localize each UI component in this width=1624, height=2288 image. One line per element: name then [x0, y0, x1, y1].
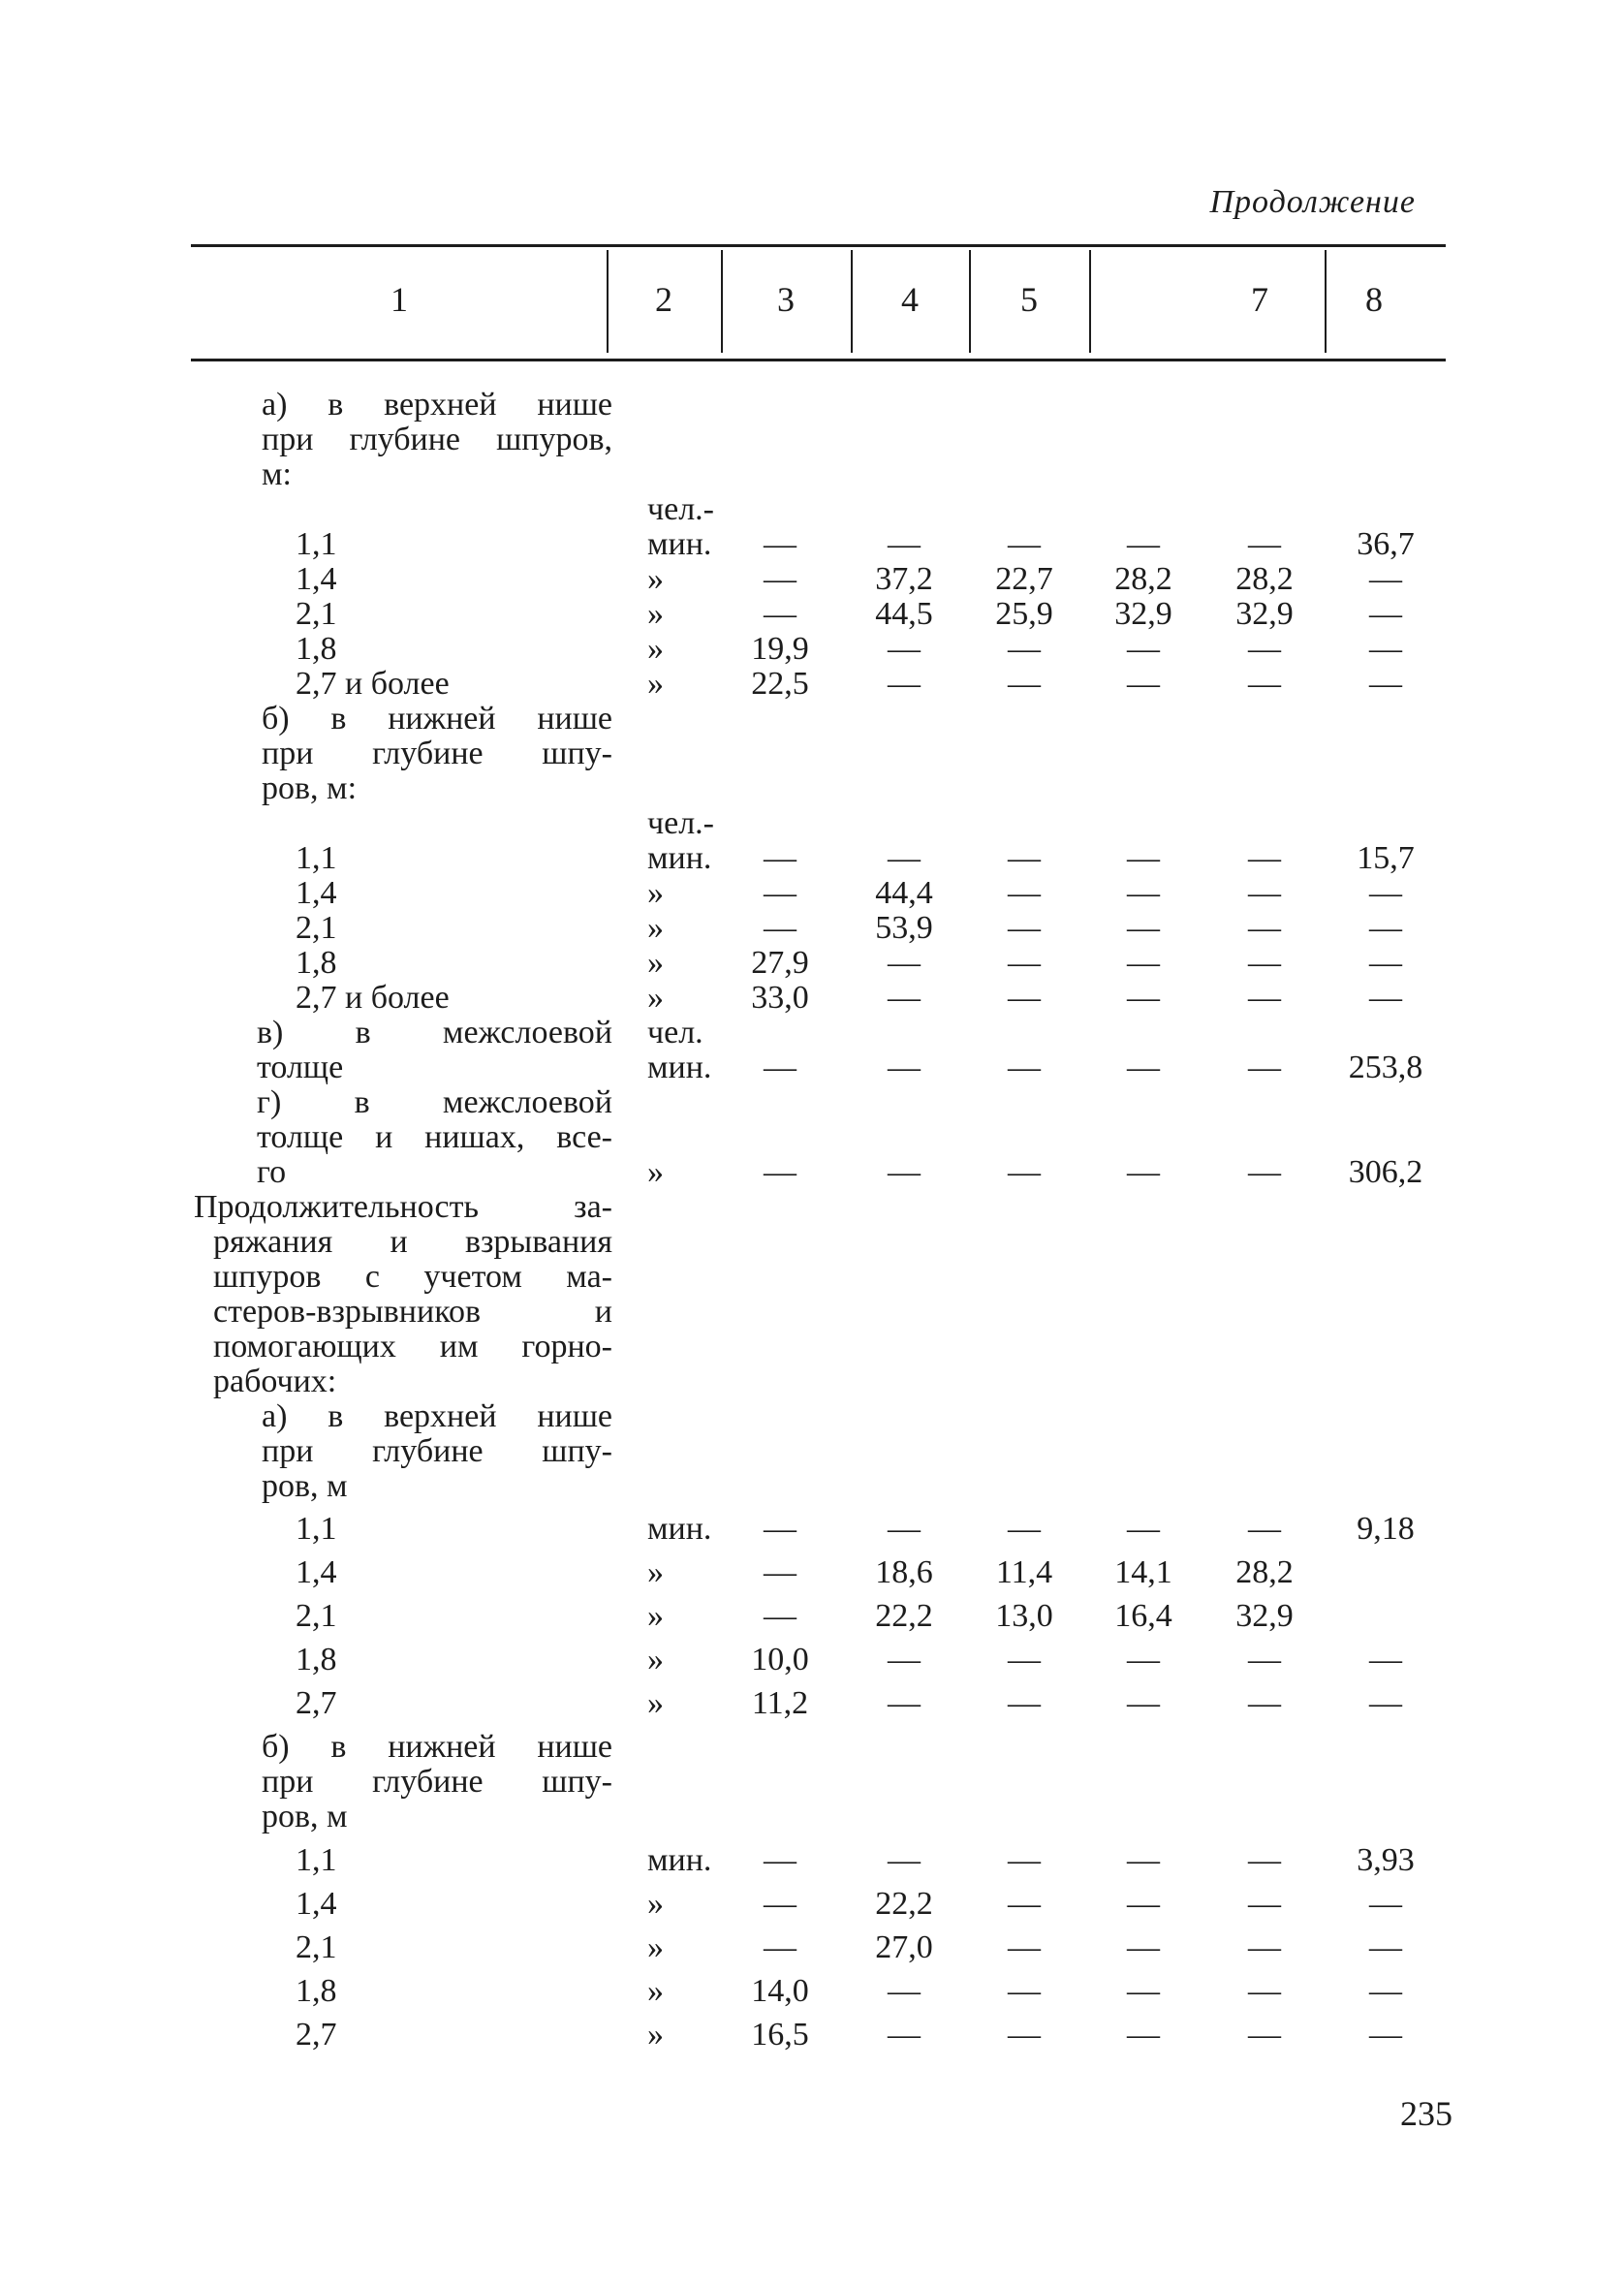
table-row	[0, 1050, 1624, 1085]
value-cell-c8: —	[1369, 1886, 1402, 1922]
row-label: 1,4	[296, 875, 337, 911]
value-cell-c7: 28,2	[1235, 1554, 1294, 1590]
value-cell-c5: —	[1008, 910, 1041, 946]
value-cell-c6: —	[1127, 1050, 1160, 1085]
table-top-rule	[191, 244, 1446, 247]
row-label: м:	[262, 456, 292, 492]
value-cell-c3: —	[764, 1154, 796, 1190]
value-cell-c3: —	[764, 910, 796, 946]
value-cell-c7: —	[1248, 1973, 1281, 2009]
continuation-label: Продолжение	[1209, 184, 1416, 220]
row-label: ров, м	[262, 1468, 348, 1504]
value-cell-c6: —	[1127, 666, 1160, 702]
value-cell-c6: —	[1127, 1929, 1160, 1965]
value-cell-c7: —	[1248, 1050, 1281, 1085]
value-cell-c3: —	[764, 1842, 796, 1878]
value-cell-c4: —	[888, 945, 921, 981]
value-cell-c5: —	[1008, 980, 1041, 1016]
row-label: 1,4	[296, 561, 337, 597]
unit-cell: чел.-	[647, 491, 714, 527]
value-cell-c6: —	[1127, 980, 1160, 1016]
value-cell-c7: —	[1248, 910, 1281, 946]
value-cell-c8: —	[1369, 561, 1402, 597]
value-cell-c5: —	[1008, 2017, 1041, 2053]
unit-cell: мин.	[647, 1511, 712, 1547]
table-row	[0, 1469, 1624, 1504]
value-cell-c3: —	[764, 1050, 796, 1085]
row-label: при глубине шпу-	[262, 736, 612, 771]
value-cell-c5: —	[1008, 1929, 1041, 1965]
value-cell-c5: —	[1008, 1642, 1041, 1677]
table-row	[0, 1974, 1624, 2009]
value-cell-c4: —	[888, 840, 921, 876]
header-divider	[1089, 250, 1091, 353]
table-row	[0, 1730, 1624, 1765]
table-row	[0, 841, 1624, 876]
value-cell-c6: —	[1127, 1842, 1160, 1878]
value-cell-c7: —	[1248, 875, 1281, 911]
table-row	[0, 597, 1624, 632]
table-row	[0, 1120, 1624, 1155]
unit-cell: »	[647, 1598, 664, 1634]
row-label: 1,8	[296, 631, 337, 667]
table-row	[0, 388, 1624, 423]
table-row	[0, 1512, 1624, 1547]
value-cell-c8: —	[1369, 1973, 1402, 2009]
value-cell-c3: —	[764, 526, 796, 562]
row-label: 1,1	[296, 526, 337, 562]
value-cell-c5: —	[1008, 1154, 1041, 1190]
unit-cell: »	[647, 561, 664, 597]
table-row	[0, 562, 1624, 597]
value-cell-c6: —	[1127, 875, 1160, 911]
table-row	[0, 1555, 1624, 1590]
table-row	[0, 1364, 1624, 1399]
table-row	[0, 457, 1624, 492]
value-cell-c7: 32,9	[1235, 1598, 1294, 1634]
value-cell-c8: —	[1369, 875, 1402, 911]
table-row	[0, 1434, 1624, 1469]
value-cell-c4: —	[888, 1973, 921, 2009]
value-cell-c5: —	[1008, 1842, 1041, 1878]
row-label: 1,4	[296, 1554, 337, 1590]
value-cell-c7: —	[1248, 840, 1281, 876]
value-cell-c6: 16,4	[1114, 1598, 1172, 1634]
header-col-3: 3	[777, 280, 795, 319]
table-row	[0, 806, 1624, 841]
unit-cell: »	[647, 1886, 664, 1922]
value-cell-c4: —	[888, 1050, 921, 1085]
table-row	[0, 1330, 1624, 1364]
unit-cell: мин.	[647, 840, 712, 876]
value-cell-c5: —	[1008, 666, 1041, 702]
unit-cell: »	[647, 980, 664, 1016]
row-label: 1,4	[296, 1886, 337, 1922]
value-cell-c3: 33,0	[751, 980, 809, 1016]
value-cell-c5: 22,7	[995, 561, 1053, 597]
value-cell-c4: —	[888, 1154, 921, 1190]
row-label: 2,1	[296, 1598, 337, 1634]
row-label: 2,7	[296, 1685, 337, 1721]
value-cell-c8: 253,8	[1348, 1050, 1423, 1085]
value-cell-c3: —	[764, 1511, 796, 1547]
value-cell-c4: —	[888, 526, 921, 562]
header-divider	[721, 250, 723, 353]
value-cell-c7: —	[1248, 1511, 1281, 1547]
value-cell-c3: 27,9	[751, 945, 809, 981]
unit-cell: »	[647, 910, 664, 946]
table-row	[0, 1155, 1624, 1190]
value-cell-c4: 44,5	[875, 596, 933, 632]
value-cell-c8: —	[1369, 945, 1402, 981]
unit-cell: »	[647, 631, 664, 667]
value-cell-c8: 9,18	[1357, 1511, 1415, 1547]
row-label: ряжания и взрывания	[213, 1224, 612, 1260]
value-cell-c3: 10,0	[751, 1642, 809, 1677]
value-cell-c7: —	[1248, 980, 1281, 1016]
row-label: помогающих им горно-	[213, 1329, 612, 1364]
value-cell-c8: 306,2	[1348, 1154, 1423, 1190]
value-cell-c7: 28,2	[1235, 561, 1294, 597]
value-cell-c7: —	[1248, 1842, 1281, 1878]
value-cell-c5: —	[1008, 875, 1041, 911]
row-label: 1,8	[296, 1973, 337, 2009]
row-label: 2,1	[296, 1929, 337, 1965]
table-row	[0, 876, 1624, 911]
table-row	[0, 1295, 1624, 1330]
value-cell-c7: —	[1248, 1154, 1281, 1190]
table-row	[0, 1930, 1624, 1965]
value-cell-c5: —	[1008, 1511, 1041, 1547]
table-row	[0, 1085, 1624, 1120]
table-row	[0, 1800, 1624, 1834]
value-cell-c7: —	[1248, 2017, 1281, 2053]
value-cell-c8: —	[1369, 910, 1402, 946]
table-row	[0, 771, 1624, 806]
value-cell-c7: —	[1248, 1685, 1281, 1721]
header-col-8: 8	[1365, 280, 1383, 319]
value-cell-c8: —	[1369, 1929, 1402, 1965]
row-label: 2,7 и более	[296, 666, 450, 702]
value-cell-c5: —	[1008, 526, 1041, 562]
value-cell-c4: —	[888, 666, 921, 702]
table-row	[0, 946, 1624, 981]
table-row	[0, 1887, 1624, 1922]
value-cell-c3: —	[764, 1554, 796, 1590]
row-label: ров, м	[262, 1799, 348, 1834]
value-cell-c3: —	[764, 1598, 796, 1634]
row-label: 2,1	[296, 910, 337, 946]
value-cell-c5: 25,9	[995, 596, 1053, 632]
header-divider	[969, 250, 971, 353]
value-cell-c3: 16,5	[751, 2017, 809, 2053]
value-cell-c6: —	[1127, 1685, 1160, 1721]
value-cell-c6: —	[1127, 631, 1160, 667]
row-label: шпуров с учетом ма-	[213, 1259, 612, 1295]
row-label: стеров-взрывников и	[213, 1294, 612, 1330]
row-label: 2,7 и более	[296, 980, 450, 1016]
value-cell-c6: —	[1127, 526, 1160, 562]
table-row	[0, 1190, 1624, 1225]
value-cell-c6: —	[1127, 1154, 1160, 1190]
row-label: б) в нижней нише	[262, 1729, 612, 1765]
header-col-2: 2	[655, 280, 672, 319]
unit-cell: »	[647, 1929, 664, 1965]
table-row	[0, 981, 1624, 1016]
value-cell-c3: —	[764, 875, 796, 911]
unit-cell: »	[647, 945, 664, 981]
row-label: рабочих:	[213, 1363, 337, 1399]
row-label: толще	[257, 1050, 344, 1085]
value-cell-c6: —	[1127, 1973, 1160, 2009]
value-cell-c7: —	[1248, 1886, 1281, 1922]
unit-cell: »	[647, 1554, 664, 1590]
unit-cell: чел.	[647, 1015, 703, 1050]
value-cell-c3: —	[764, 1886, 796, 1922]
value-cell-c5: —	[1008, 1886, 1041, 1922]
value-cell-c4: —	[888, 1842, 921, 1878]
value-cell-c6: —	[1127, 1642, 1160, 1677]
value-cell-c3: 19,9	[751, 631, 809, 667]
table-row	[0, 1016, 1624, 1050]
table-row	[0, 632, 1624, 667]
header-col-1: 1	[390, 280, 408, 319]
unit-cell: »	[647, 1973, 664, 2009]
value-cell-c4: 22,2	[875, 1886, 933, 1922]
table-row	[0, 1260, 1624, 1295]
unit-cell: мин.	[647, 526, 712, 562]
row-label: в) в межслоевой	[257, 1015, 612, 1050]
row-label: при глубине шпу-	[262, 1433, 612, 1469]
row-label: 2,1	[296, 596, 337, 632]
header-col-5: 5	[1020, 280, 1038, 319]
value-cell-c8: —	[1369, 2017, 1402, 2053]
value-cell-c4: 53,9	[875, 910, 933, 946]
row-label: 1,1	[296, 1842, 337, 1878]
value-cell-c3: —	[764, 840, 796, 876]
value-cell-c5: —	[1008, 840, 1041, 876]
value-cell-c5: —	[1008, 945, 1041, 981]
table-row	[0, 737, 1624, 771]
value-cell-c8: —	[1369, 631, 1402, 667]
unit-cell: »	[647, 1685, 664, 1721]
value-cell-c8: —	[1369, 980, 1402, 1016]
table-row	[0, 911, 1624, 946]
value-cell-c7: —	[1248, 1642, 1281, 1677]
unit-cell: »	[647, 1154, 664, 1190]
header-divider	[1325, 250, 1327, 353]
value-cell-c4: —	[888, 631, 921, 667]
row-label: 1,1	[296, 840, 337, 876]
value-cell-c6: —	[1127, 1886, 1160, 1922]
value-cell-c4: 27,0	[875, 1929, 933, 1965]
value-cell-c7: —	[1248, 526, 1281, 562]
header-divider	[607, 250, 609, 353]
table-row	[0, 1843, 1624, 1878]
value-cell-c8: —	[1369, 666, 1402, 702]
table-row	[0, 1599, 1624, 1634]
table-row	[0, 1765, 1624, 1800]
value-cell-c7: —	[1248, 666, 1281, 702]
value-cell-c4: 22,2	[875, 1598, 933, 1634]
value-cell-c4: 37,2	[875, 561, 933, 597]
value-cell-c3: 22,5	[751, 666, 809, 702]
value-cell-c8: —	[1369, 1642, 1402, 1677]
row-label: а) в верхней нише	[262, 1398, 612, 1434]
value-cell-c4: —	[888, 980, 921, 1016]
header-col-4: 4	[901, 280, 919, 319]
value-cell-c3: 11,2	[751, 1685, 809, 1721]
value-cell-c5: —	[1008, 1685, 1041, 1721]
value-cell-c5: —	[1008, 1050, 1041, 1085]
table-row	[0, 492, 1624, 527]
value-cell-c4: —	[888, 1685, 921, 1721]
value-cell-c6: 14,1	[1114, 1554, 1172, 1590]
value-cell-c8: 15,7	[1357, 840, 1415, 876]
value-cell-c8: 3,93	[1357, 1842, 1415, 1878]
table-row	[0, 2018, 1624, 2053]
value-cell-c6: 28,2	[1114, 561, 1172, 597]
value-cell-c7: —	[1248, 945, 1281, 981]
table-header-rule	[191, 359, 1446, 361]
row-label: 1,8	[296, 1642, 337, 1677]
unit-cell: »	[647, 875, 664, 911]
row-label: при глубине шпу-	[262, 1764, 612, 1800]
value-cell-c3: —	[764, 1929, 796, 1965]
unit-cell: »	[647, 1642, 664, 1677]
header-divider	[851, 250, 853, 353]
value-cell-c6: 32,9	[1114, 596, 1172, 632]
row-label: толще и нишах, все-	[257, 1119, 612, 1155]
value-cell-c6: —	[1127, 945, 1160, 981]
row-label: го	[257, 1154, 287, 1190]
row-label: 2,7	[296, 2017, 337, 2053]
table-row	[0, 423, 1624, 457]
table-row	[0, 527, 1624, 562]
value-cell-c6: —	[1127, 2017, 1160, 2053]
value-cell-c4: —	[888, 2017, 921, 2053]
value-cell-c6: —	[1127, 840, 1160, 876]
table-row	[0, 1686, 1624, 1721]
value-cell-c7: —	[1248, 631, 1281, 667]
row-label: ров, м:	[262, 770, 358, 806]
table-row	[0, 1225, 1624, 1260]
unit-cell: мин.	[647, 1842, 712, 1878]
table-row	[0, 702, 1624, 737]
value-cell-c8: —	[1369, 596, 1402, 632]
row-label: а) в верхней нише	[262, 387, 612, 423]
value-cell-c5: —	[1008, 631, 1041, 667]
value-cell-c4: 18,6	[875, 1554, 933, 1590]
value-cell-c5: 11,4	[995, 1554, 1053, 1590]
table-row	[0, 1399, 1624, 1434]
value-cell-c5: 13,0	[995, 1598, 1053, 1634]
value-cell-c7: 32,9	[1235, 596, 1294, 632]
unit-cell: мин.	[647, 1050, 712, 1085]
unit-cell: »	[647, 2017, 664, 2053]
value-cell-c7: —	[1248, 1929, 1281, 1965]
value-cell-c5: —	[1008, 1973, 1041, 2009]
row-label: 1,1	[296, 1511, 337, 1547]
value-cell-c4: —	[888, 1642, 921, 1677]
row-label: 1,8	[296, 945, 337, 981]
page-number: 235	[1400, 2094, 1452, 2133]
value-cell-c4: 44,4	[875, 875, 933, 911]
value-cell-c8: —	[1369, 1685, 1402, 1721]
header-col-7: 7	[1251, 280, 1268, 319]
unit-cell: »	[647, 596, 664, 632]
value-cell-c3: —	[764, 561, 796, 597]
value-cell-c8: 36,7	[1357, 526, 1415, 562]
value-cell-c6: —	[1127, 1511, 1160, 1547]
table-row	[0, 667, 1624, 702]
row-label: г) в межслоевой	[257, 1084, 612, 1120]
value-cell-c4: —	[888, 1511, 921, 1547]
value-cell-c3: 14,0	[751, 1973, 809, 2009]
unit-cell: чел.-	[647, 805, 714, 841]
row-label: при глубине шпуров,	[262, 422, 612, 457]
unit-cell: »	[647, 666, 664, 702]
value-cell-c3: —	[764, 596, 796, 632]
table-row	[0, 1643, 1624, 1677]
row-label: б) в нижней нише	[262, 701, 612, 737]
row-label: Продолжительность за-	[194, 1189, 612, 1225]
value-cell-c6: —	[1127, 910, 1160, 946]
